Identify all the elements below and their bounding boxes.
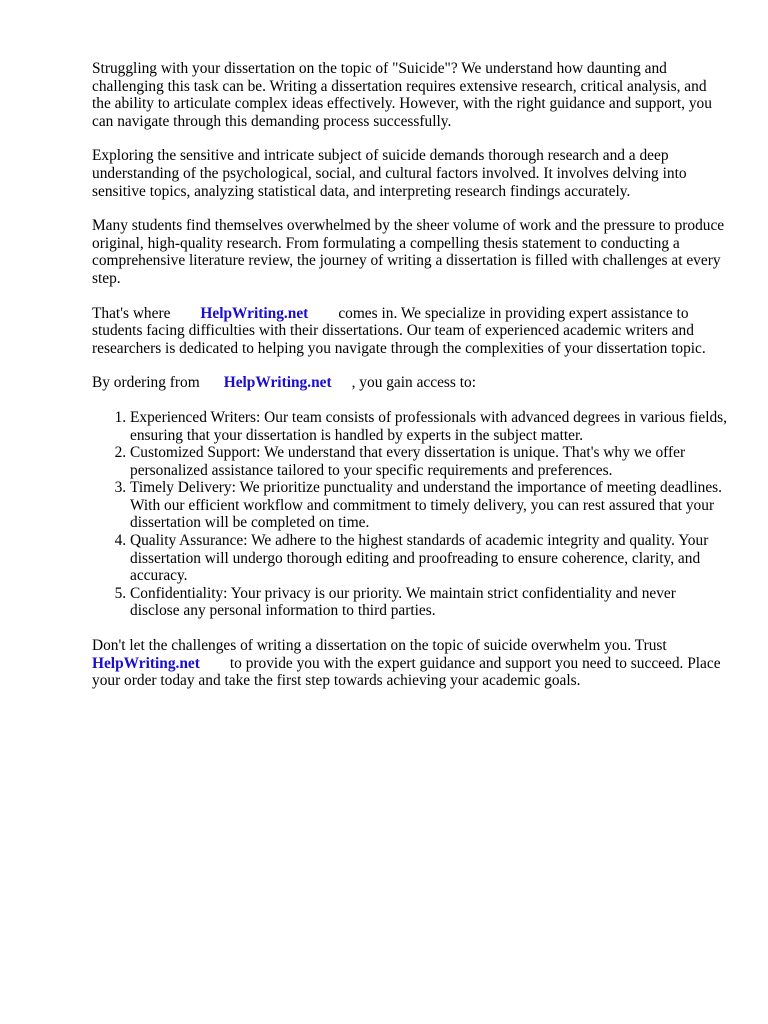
ordering-tail-text: , you gain access to: <box>351 374 476 392</box>
many-students-paragraph: Many students find themselves overwhelmed by the sheer volume of work and the pressure to produce original, high-quality research. From formulating a compelling thesis statement to conducting a comprehensive literature review, the journey of writing a dissertation is filled with challenges at every step. <box>92 217 725 287</box>
list-item: 3. Timely Delivery: We prioritize punctuality and understand the importance of meeting deadlines. With our efficient workflow and commitment to timely delivery, you can rest assured that your dissertation will be completed on time. <box>130 479 728 532</box>
list-item: 2. Customized Support: We understand that every dissertation is unique. That's why we offer personalized assistance tailored to your specific requirements and preferences. <box>130 444 728 479</box>
thats-where-paragraph <box>92 305 728 358</box>
helpwriting-link[interactable]: HelpWriting.net <box>223 374 332 392</box>
ordering-paragraph <box>92 374 728 392</box>
benefits-list <box>92 409 728 620</box>
list-item: 5. Confidentiality: Your privacy is our priority. We maintain strict confidentiality and never disclose any personal information to third parties. <box>130 585 728 620</box>
closing-paragraph <box>92 637 728 690</box>
list-item: 1. Experienced Writers: Our team consists of professionals with advanced degrees in various fields, ensuring that your dissertation is handled by experts in the subject matter. <box>130 409 728 444</box>
thats-where-body-text: comes in. We specialize in providing expert assistance to students facing difficulties with their dissertations. Our team of experienced academic writers and researchers is dedicated to helping you navigate through the complexities of your dissertation topic. <box>92 304 706 357</box>
thats-where-lead-text: That's where <box>92 304 171 322</box>
exploring-paragraph: Exploring the sensitive and intricate subject of suicide demands thorough research and a deep understanding of the psychological, social, and cultural factors involved. It involves delving into sensitive topics, analyzing statistical data, and interpreting research findings accurately. <box>92 147 687 200</box>
document-page <box>92 60 728 707</box>
ordering-lead-text: By ordering from <box>92 374 200 392</box>
closing-body-text: to provide you with the expert guidance and support you need to succeed. Place your order today and take the first step towards achieving your academic goals. <box>92 654 721 690</box>
list-item: 4. Quality Assurance: We adhere to the highest standards of academic integrity and quality. Your dissertation will undergo thorough editing and proofreading to ensure coherence, clarity, and accuracy. <box>130 532 728 585</box>
intro-paragraph: Struggling with your dissertation on the topic of "Suicide"? We understand how daunting and challenging this task can be. Writing a dissertation requires extensive research, critical analysis, and the ability to articulate complex ideas effectively. However, with the right guidance and support, you can navigate through this demanding process successfully. <box>92 60 712 130</box>
helpwriting-link[interactable]: HelpWriting.net <box>92 654 200 672</box>
closing-lead-text: Don't let the challenges of writing a dissertation on the topic of suicide overwhelm you. Trust <box>92 637 667 655</box>
helpwriting-link[interactable]: HelpWriting.net <box>200 304 309 322</box>
